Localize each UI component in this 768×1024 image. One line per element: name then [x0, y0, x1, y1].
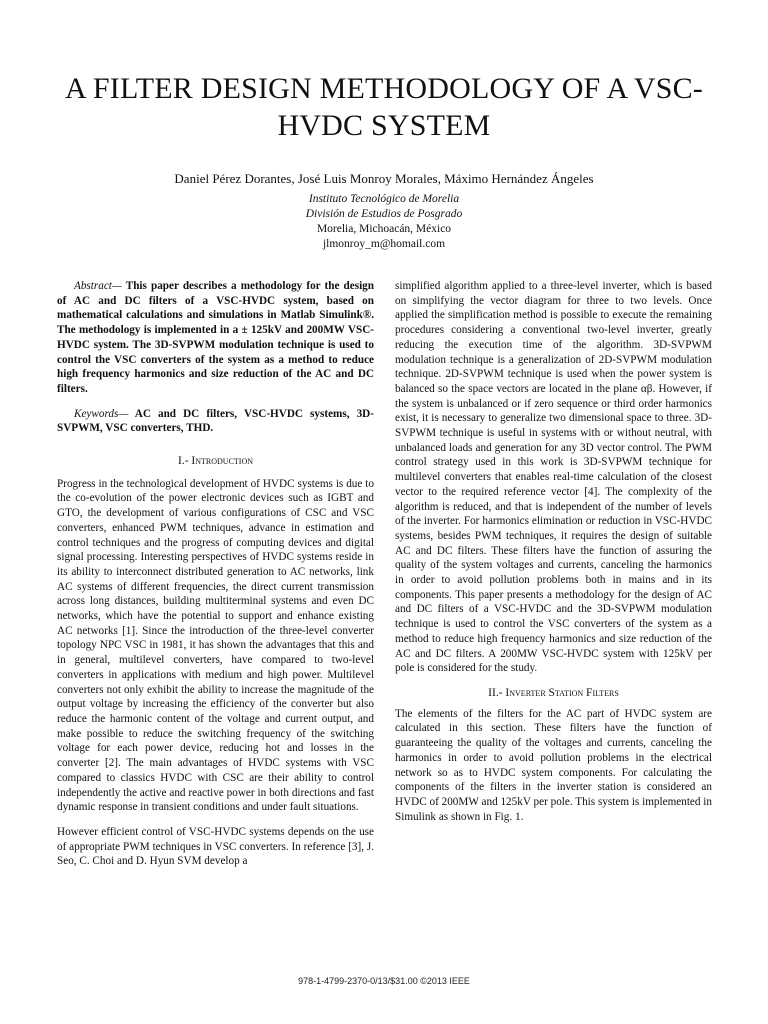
- left-column: [57, 279, 374, 869]
- section-heading-introduction: [57, 454, 374, 469]
- right-column: [395, 279, 712, 824]
- filters-paragraph: The elements of the filters for the AC part of HVDC system are calculated in this section. These filters have the function of guaranteeing the quality of the voltages and currents, canceling the harmonics in order to avoid pollution problems in the electrical network so as to HVDC system components. For calculating the components of the filters in the inverter station is considered an HVDC of 200MW and 125kV per pole. This system is implemented in Simulink as shown in Fig. 1.: [395, 707, 712, 823]
- abstract: [57, 279, 374, 397]
- keywords: [57, 407, 374, 436]
- paper-title: A FILTER DESIGN METHODOLOGY OF A VSC-HVDC SYSTEM: [64, 72, 703, 142]
- keywords-lead: Keywords—: [74, 407, 129, 420]
- affiliation-location: Morelia, Michoacán, México: [316, 223, 452, 235]
- intro-paragraph: Progress in the technological development of HVDC systems is due to the co-evolution of the power electronic devices such as IGBT and GTO, the development of various configurations of CSC and VSC converters, enhanced PWM techniques, advance in estimation and control techniques and the progress of computing devices and digital signal processing. Interesting perspectives of HVDC systems reside in its ability to interconnect distributed generation to AC networks, link AC systems of different frequencies, the direct current transmission across long distances, building multiterminal systems and even DC networks, which have the potential to support and enhance existing AC networks [1]. Since the introduction of the three-level converter topology NPC VSC in 1981, it has shown the advantages that this and in general, multilevel converters, have compared to two-level converters in applications with medium and high power. Multilevel converters not only exhibit the ability to increase the magnitude of the output voltage by increasing the efficiency of the converter but also reduce the harmonic content of the voltage and current output, and make possible to reduce the switching frequency of the switching voltage for each power device, reducing hot and losses in the converter [2]. The main advantages of HVDC systems with VSC compared to classics HVDC with CSC are their ability to control independently the active and reactive power in both directions and fast dynamic response in transient conditions and under fault situations.: [57, 477, 374, 814]
- intro-paragraph: However efficient control of VSC-HVDC systems depends on the use of appropriate PWM techniques in VSC converters. In reference [3], J. Seo, C. Choi and D. Hyun SVM develop a: [57, 825, 374, 868]
- section-title: Introduction: [191, 455, 254, 468]
- section-number: I.-: [177, 455, 192, 468]
- section-title: Inverter Station Filters: [505, 686, 619, 699]
- affiliation-email: jlmonroy_m@homail.com: [322, 238, 446, 250]
- abstract-lead: Abstract—: [74, 280, 122, 292]
- abstract-text: This paper describes a methodology for the design of AC and DC filters of a VSC-HVDC system, based on mathematical calculations and simulations in Matlab Simulink®. The methodology is implemented in a ± 125kV and 200MW VSC-HVDC system. The 3D-SVPWM modulation technique is used to control the VSC converters of the system as a method to reduce high frequency harmonics and size reduction of the AC and DC filters.: [57, 280, 374, 395]
- section-heading-filters: [395, 686, 712, 701]
- affiliation-block: [40, 192, 728, 252]
- keywords-text: AC and DC filters, VSC-HVDC systems, 3D-SVPWM, VSC converters, THD.: [57, 407, 374, 435]
- copyright-footer: 978-1-4799-2370-0/13/$31.00 ©2013 IEEE: [298, 976, 470, 986]
- intro-continuation-paragraph: simplified algorithm applied to a three-level inverter, which is based on simplifying the vector diagram for three to two levels. Once applied the simplification method is possible to execute the remaining procedures considering a conventional two-level inverter, greatly reducing the execution time of the algorithm. 3D-SVPWM modulation technique is a generalization of 2D-SVPWM modulation technique. 2D-SVPWM technique is used when the power system is balanced so the space vectors are located in the plane αβ. However, if the system is unbalanced or if zero sequence or third order harmonics exist, it is necessary to generalize two dimensional space to three. 3D-SVPWM technique is useful in systems with or without neutral, with unbalanced loads and generation for any 3D vector control. The PWM control strategy used in this work is 3D-SVPWM technique for multilevel converters that enables real-time calculation of the closest vector to the required reference vector [4]. The complexity of the algorithm is reduced, and that is independent of the number of levels of the inverter. For harmonics elimination or reduction in VSC-HVDC systems, besides PWM techniques, it requires the design of suitable AC and DC filters. These filters have the function of assuring the quality of the system voltages and currents, canceling the harmonics in order to avoid pollution problems both in mains and in its components. This paper presents a methodology for the design of AC and DC filters of a VSC-HVDC and the 3D-SVPWM modulation technique is used to control the VSC converters of the system as a method to reduce high frequency harmonics and size reduction of the AC and DC filters. A 200MW VSC-HVDC system with 125kV per pole is considered for the study.: [395, 280, 712, 675]
- author-list: Daniel Pérez Dorantes, José Luis Monroy Morales, Máximo Hernández Ángeles: [174, 171, 594, 186]
- affiliation-division: División de Estudios de Posgrado: [305, 208, 463, 220]
- section-number: II.-: [488, 686, 506, 699]
- affiliation-institute: Instituto Tecnológico de Morelia: [308, 193, 460, 205]
